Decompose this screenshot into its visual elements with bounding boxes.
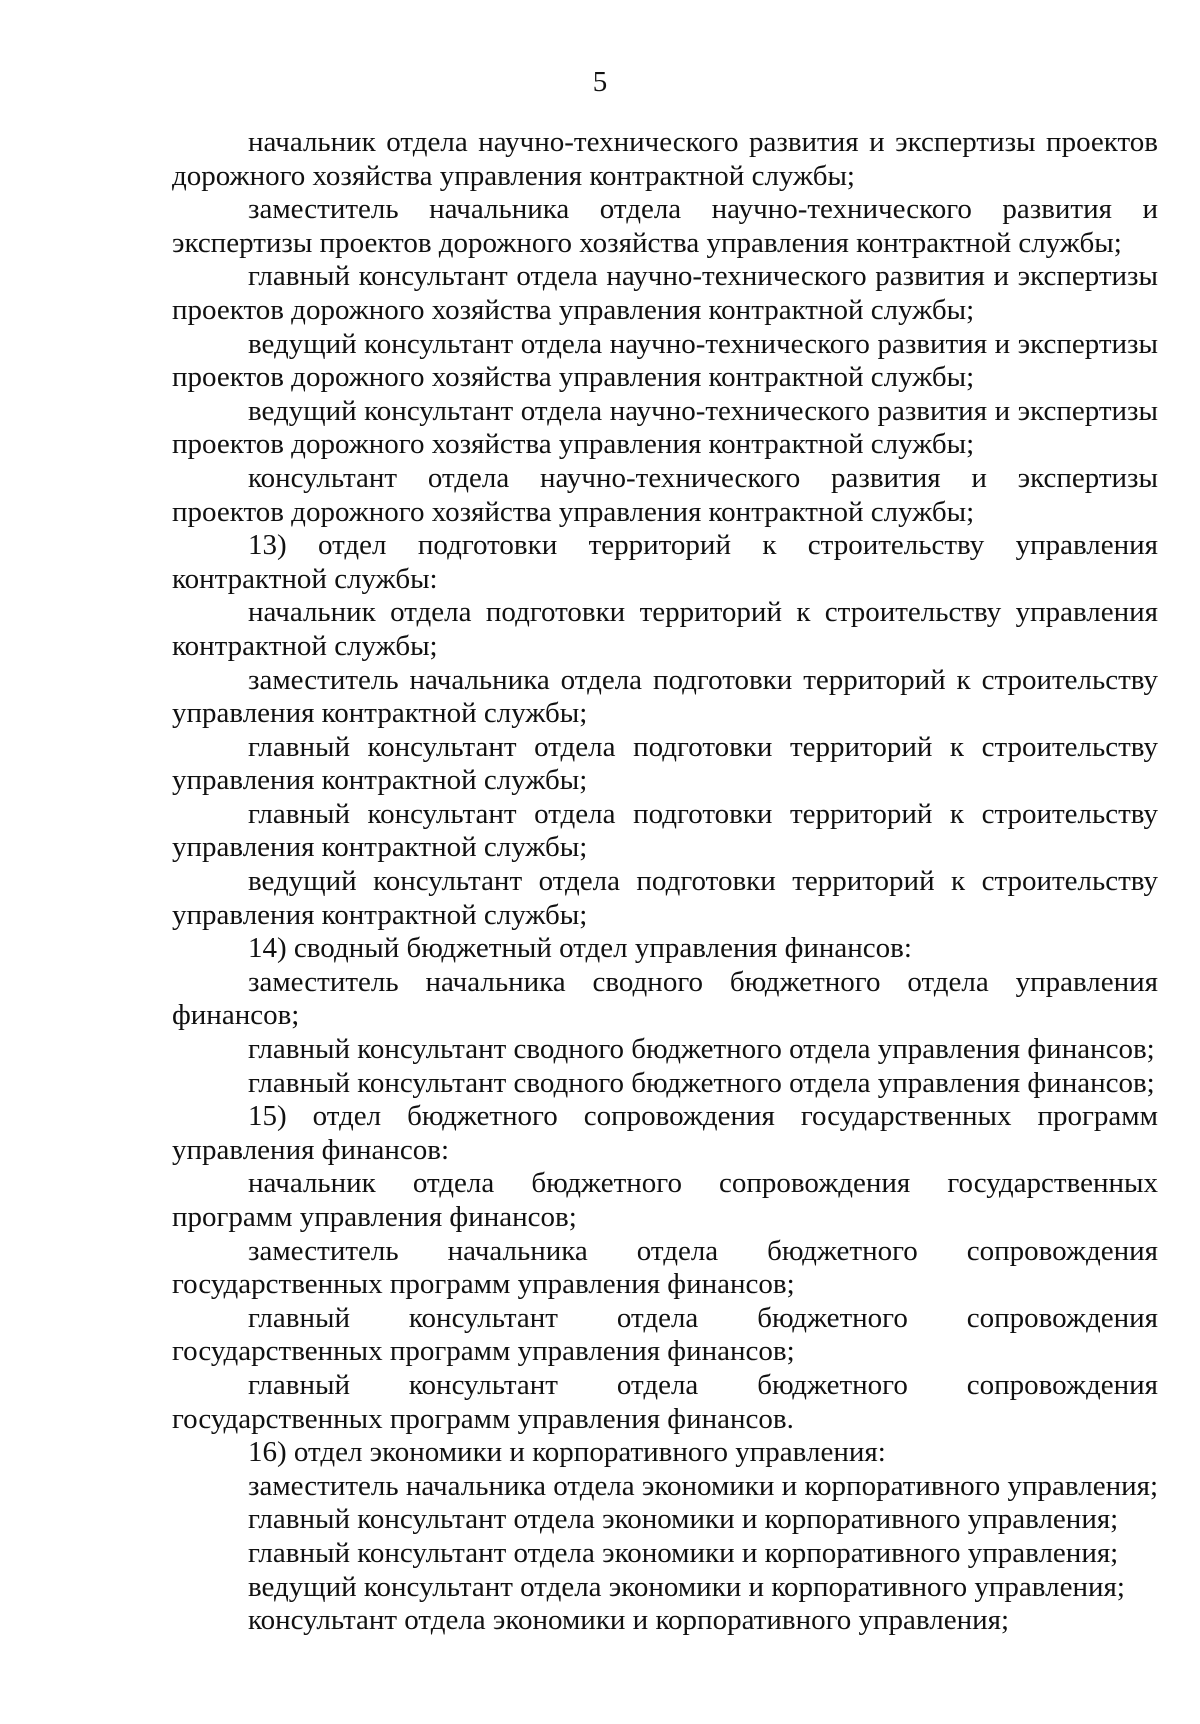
document-body [172, 126, 1158, 1638]
paragraph: главный консультант отдела экономики и корпоративного управления; [248, 1503, 1119, 1536]
paragraph: ведущий консультант отдела научно-технического развития и экспертизы проектов дорожного хозяйства управления контрактной службы; [172, 327, 1158, 394]
paragraph: заместитель начальника отдела бюджетного сопровождения государственных программ управления финансов; [172, 1234, 1158, 1301]
section-heading: 13) отдел подготовки территорий к строительству управления контрактной службы: [172, 529, 1158, 595]
section-heading: 16) отдел экономики и корпоративного управления: [248, 1436, 886, 1469]
paragraph: начальник отдела бюджетного сопровождения государственных программ управления финансов; [172, 1167, 1158, 1233]
paragraph: главный консультант отдела бюджетного сопровождения государственных программ управления финансов. [172, 1368, 1158, 1435]
paragraph: заместитель начальника отдела подготовки территорий к строительству управления контрактной службы; [172, 663, 1158, 730]
section-heading: 14) сводный бюджетный отдел управления финансов: [248, 932, 912, 965]
paragraph: заместитель начальника сводного бюджетного отдела управления финансов; [172, 965, 1158, 1032]
paragraph: главный консультант отдела бюджетного сопровождения государственных программ управления финансов; [172, 1301, 1158, 1368]
paragraph: главный консультант отдела экономики и корпоративного управления; [248, 1536, 1119, 1569]
paragraph: главный консультант сводного бюджетного отдела управления финансов; [248, 1066, 1155, 1099]
page-number: 5 [592, 66, 608, 98]
paragraph: заместитель начальника отдела научно-технического развития и экспертизы проектов дорожного хозяйства управления контрактной службы; [172, 193, 1158, 259]
paragraph: главный консультант отдела подготовки территорий к строительству управления контрактной службы; [172, 797, 1158, 864]
paragraph: ведущий консультант отдела экономики и корпоративного управления; [248, 1570, 1125, 1603]
paragraph: консультант отдела научно-технического развития и экспертизы проектов дорожного хозяйства управления контрактной службы; [172, 461, 1158, 528]
paragraph: главный консультант отдела научно-технического развития и экспертизы проектов дорожного хозяйства управления контрактной службы; [172, 260, 1158, 326]
paragraph: ведущий консультант отдела научно-технического развития и экспертизы проектов дорожного хозяйства управления контрактной службы; [172, 394, 1158, 461]
paragraph: главный консультант отдела подготовки территорий к строительству управления контрактной службы; [172, 730, 1158, 797]
paragraph: начальник отдела научно-технического развития и экспертизы проектов дорожного хозяйства управления контрактной службы; [172, 126, 1158, 192]
paragraph: начальник отдела подготовки территорий к строительству управления контрактной службы; [172, 596, 1158, 662]
paragraph: консультант отдела экономики и корпоративного управления; [248, 1604, 1010, 1637]
paragraph: главный консультант сводного бюджетного отдела управления финансов; [248, 1033, 1155, 1066]
paragraph: заместитель начальника отдела экономики и корпоративного управления; [248, 1469, 1159, 1502]
section-heading: 15) отдел бюджетного сопровождения государственных программ управления финансов: [172, 1100, 1158, 1166]
paragraph: ведущий консультант отдела подготовки территорий к строительству управления контрактной службы; [172, 865, 1158, 931]
